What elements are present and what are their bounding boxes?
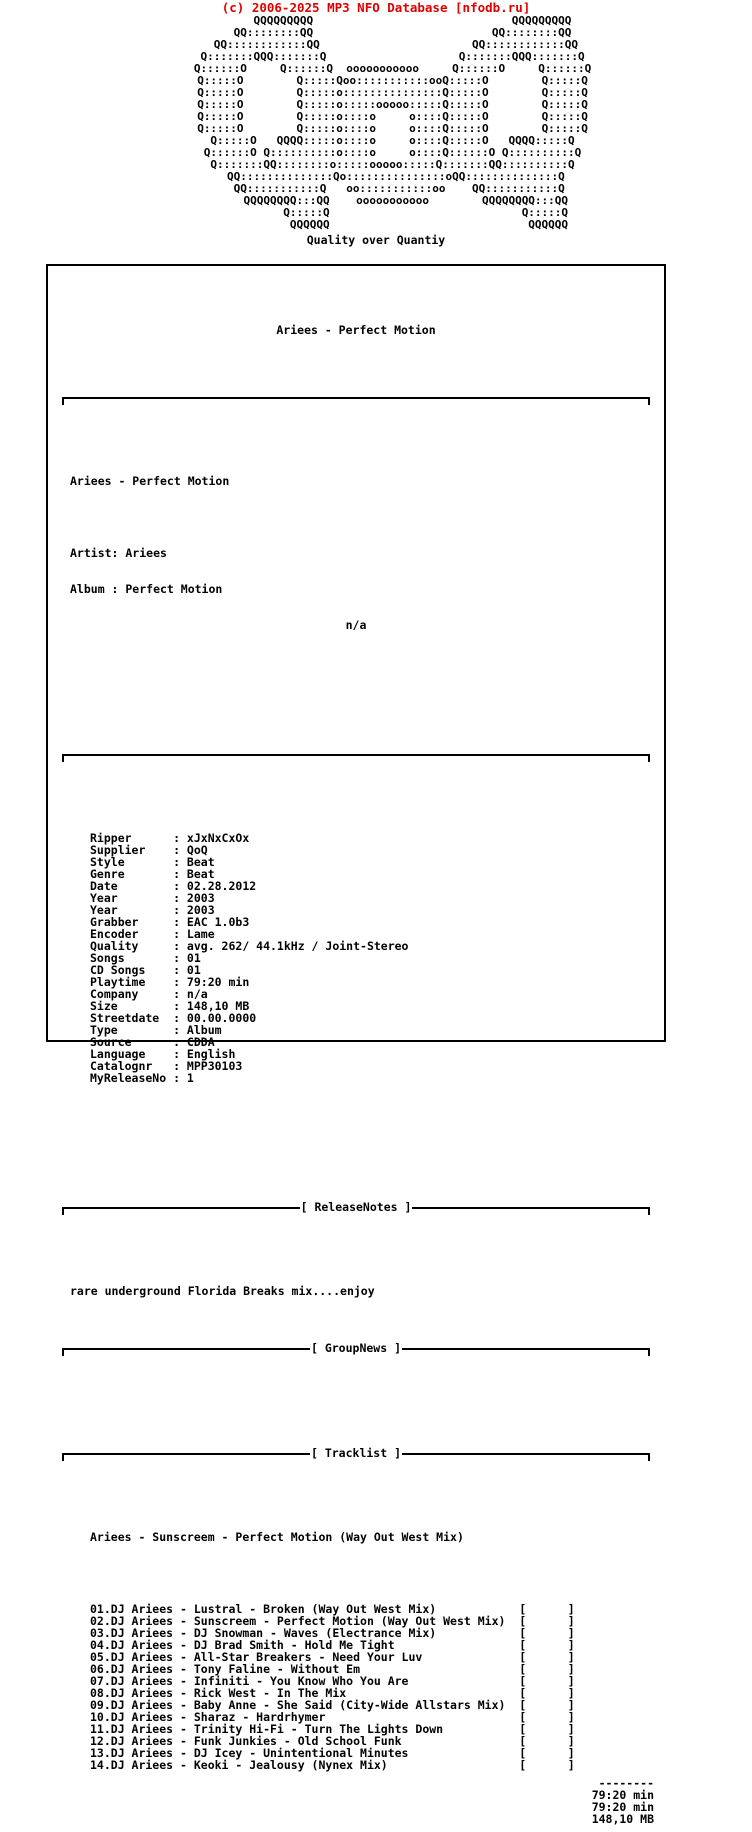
spacer <box>48 796 664 808</box>
track-row: 07.DJ Ariees - Infiniti - You Know Who You Are [ ] <box>90 1674 575 1688</box>
metadata-row: Source : CDDA <box>90 1035 215 1049</box>
metadata-row: Year : 2003 <box>90 891 215 905</box>
track-row: 09.DJ Ariees - Baby Anne - She Said (City-Wide Allstars Mix) [ ] <box>90 1698 575 1712</box>
metadata-row: Encoder : Lame <box>90 927 215 941</box>
tracklist-frame <box>62 1446 650 1460</box>
metadata-frame <box>62 751 650 760</box>
site-copyright-banner: (c) 2006-2025 MP3 NFO Database [nfodb.ru] <box>221 0 531 15</box>
track-row: 02.DJ Ariees - Sunscreem - Perfect Motion (Way Out West Mix) [ ] <box>90 1614 575 1628</box>
metadata-row: Streetdate : 00.00.0000 <box>90 1011 257 1025</box>
spacer <box>48 439 664 451</box>
track-row: 03.DJ Ariees - DJ Snowman - Waves (Electrance Mix) [ ] <box>90 1626 575 1640</box>
spacer <box>48 655 664 667</box>
metadata-row: Ripper : xJxNxCxOx <box>90 831 250 845</box>
tracklist <box>48 1603 664 1771</box>
track-row: 10.DJ Ariees - Sharaz - Hardrhymer [ ] <box>90 1710 575 1724</box>
track-row: 05.DJ Ariees - All-Star Breakers - Need Your Luv [ ] <box>90 1650 575 1664</box>
group-news-frame <box>62 1341 650 1355</box>
release-notes-frame <box>62 1200 650 1214</box>
track-row: 11.DJ Ariees - Trinity Hi-Fi - Turn The Lights Down [ ] <box>90 1722 575 1736</box>
metadata-row: Language : English <box>90 1047 236 1061</box>
metadata-row: Songs : 01 <box>90 951 201 965</box>
release-name: Ariees - Perfect Motion <box>70 474 230 488</box>
spacer <box>48 1249 664 1261</box>
metadata-row: Type : Album <box>90 1023 222 1037</box>
spacer <box>48 1495 664 1507</box>
metadata-row: Company : n/a <box>90 987 208 1001</box>
metadata-row: Year : 2003 <box>90 903 215 917</box>
spacer <box>48 1390 664 1402</box>
track-row: 13.DJ Ariees - DJ Icey - Unintentional Minutes [ ] <box>90 1746 575 1760</box>
metadata-row: Style : Beat <box>90 855 215 869</box>
spacer <box>48 691 664 703</box>
release-info-frame <box>62 394 650 403</box>
logo-tagline: Quality over Quantiy <box>306 233 446 247</box>
track-row: 08.DJ Ariees - Rick West - In The Mix [ ] <box>90 1686 575 1700</box>
metadata-row: Playtime : 79:20 min <box>90 975 250 989</box>
track-row: 04.DJ Ariees - DJ Brad Smith - Hold Me Tight [ ] <box>90 1638 575 1652</box>
release-notes-text: rare underground Florida Breaks mix....enjoy <box>70 1284 375 1298</box>
qoq-ascii-logo: QQQQQQQQQ QQQQQQQQQ QQ::::::::QQ QQ::::::::QQ QQ::::::::::::QQ QQ::::::::::::QQ Q:::::::QQQ:::::::Q Q:::::::QQQ:::::::Q Q::::::O Q::::::Q ooooooooooo Q::::::O Q::::::Q Q:::::O Q:::::Qoo:::::::::::ooQ:::::O Q:::::Q Q:::::O Q:::::o:::::::::::::::Q:::::O Q:::::Q Q:::::O Q:::::o:::::ooooo:::::Q:::::O Q:::::Q Q:::::O Q:::::o::::o o::::Q:::::O Q:::::Q Q:::::O Q:::::o::::o o::::Q:::::O Q:::::Q Q:::::O QQQQ:::::o::::o o::::Q:::::O QQQQ:::::Q Q::::::O Q::::::::::o::::o o::::Q::::::O Q::::::::::Q Q:::::::QQ::::::::o:::::ooooo:::::Q:::::::QQ::::::::::Q QQ::::::::::::::Qo:::::::::::::::oQQ::::::::::::::Q QQ:::::::::::Q oo:::::::::::oo QQ:::::::::::Q QQQQQQQQ:::QQ ooooooooooo QQQQQQQQ:::QQ Q:::::Q Q:::::Q QQQQQQ QQQQQQ <box>193 14 592 231</box>
release-notes-label: [ ReleaseNotes ] <box>300 1200 412 1214</box>
metadata-row: Genre : Beat <box>90 867 215 881</box>
track-row: 01.DJ Ariees - Lustral - Broken (Way Out West Mix) [ ] <box>90 1602 575 1616</box>
metadata-row: Catalognr : MPP30103 <box>90 1059 243 1073</box>
metadata-row: Date : 02.28.2012 <box>90 879 257 893</box>
totals-summary: -------- 79:20 min 79:20 min 148,10 MB <box>591 1776 654 1826</box>
metadata-row: Grabber : EAC 1.0b3 <box>90 915 250 929</box>
cover-placeholder: n/a <box>345 618 367 632</box>
artist-line: Artist: Ariees <box>70 546 167 560</box>
tracklist-heading: Ariees - Sunscreem - Perfect Motion (Way Out West Mix) <box>90 1530 464 1544</box>
spacer <box>48 511 664 523</box>
metadata-row: Size : 148,10 MB <box>90 999 250 1013</box>
metadata-list <box>48 832 664 1084</box>
spacer <box>48 1108 664 1120</box>
album-line: Album : Perfect Motion <box>70 582 223 596</box>
metadata-row: Quality : avg. 262/ 44.1kHz / Joint-Stereo <box>90 939 409 953</box>
spacer <box>48 1567 664 1579</box>
group-news-label: [ GroupNews ] <box>310 1341 401 1355</box>
metadata-row: MyReleaseNo : 1 <box>90 1071 194 1085</box>
tracklist-label: [ Tracklist ] <box>310 1446 401 1460</box>
metadata-row: Supplier : QoQ <box>90 843 208 857</box>
spacer <box>48 1144 664 1156</box>
track-row: 06.DJ Ariees - Tony Faline - Without Em [ ] <box>90 1662 575 1676</box>
track-row: 12.DJ Ariees - Funk Junkies - Old School Funk [ ] <box>90 1734 575 1748</box>
metadata-row: CD Songs : 01 <box>90 963 201 977</box>
nfo-header-title: Ariees - Perfect Motion <box>276 323 436 337</box>
nfo-document <box>46 264 666 1826</box>
track-row: 14.DJ Ariees - Keoki - Jealousy (Nynex Mix) [ ] <box>90 1758 575 1772</box>
